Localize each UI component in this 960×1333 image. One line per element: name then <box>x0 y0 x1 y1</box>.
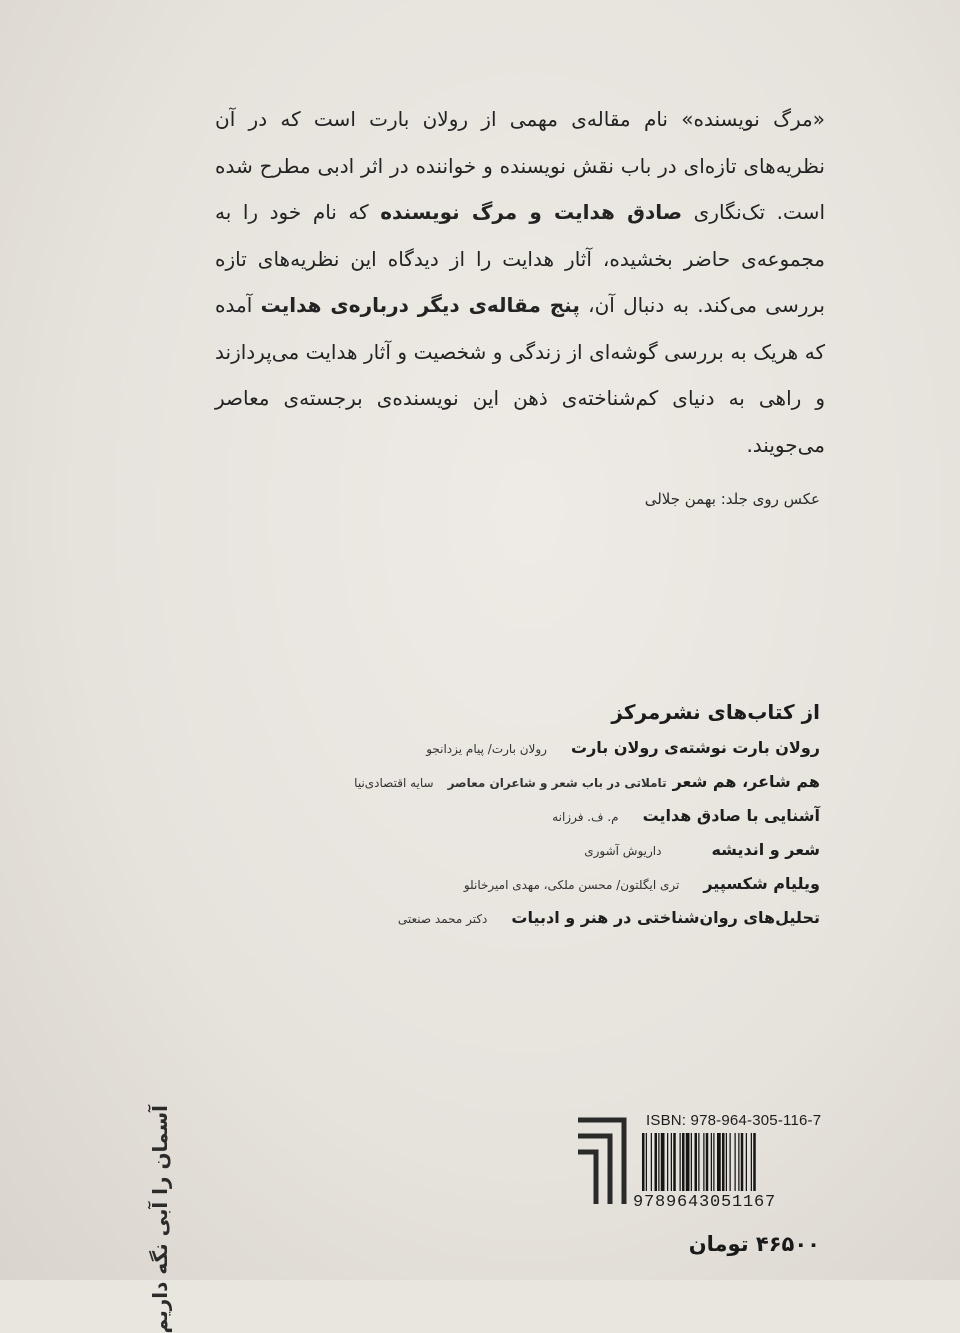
book-author: رولان بارت/ پیام یزدانجو <box>426 742 547 756</box>
barcode-bar <box>738 1133 739 1191</box>
barcode-bar <box>667 1133 668 1191</box>
barcode-bar <box>646 1133 647 1191</box>
book-author: تری ایگلتون/ محسن ملکی، مهدی امیرخانلو <box>463 878 680 892</box>
barcode-bar <box>642 1133 645 1191</box>
barcode-bar <box>680 1133 681 1191</box>
price: ۴۶۵۰۰ تومان <box>688 1232 820 1256</box>
barcode-bar <box>691 1133 692 1191</box>
book-subtitle: تاملاتی در باب شعر و شاعران معاصر <box>447 776 667 790</box>
barcode-bar <box>741 1133 744 1191</box>
book-item <box>360 738 820 772</box>
barcode-bar <box>735 1133 736 1191</box>
barcode-bar <box>703 1133 704 1191</box>
barcode-bar <box>695 1133 698 1191</box>
series-heading: از کتاب‌های نشرمرکز <box>611 700 820 724</box>
book-item <box>360 874 820 908</box>
barcode-bar <box>753 1133 756 1191</box>
book-author: دکتر محمد صنعتی <box>397 912 488 926</box>
barcode-bar <box>686 1133 690 1191</box>
barcode-bar <box>751 1133 752 1191</box>
barcode-bar <box>682 1133 685 1191</box>
barcode-bar <box>698 1133 699 1191</box>
book-author: سایه اقتصادی‌نیا <box>354 776 434 790</box>
nashr-markaz-logo-icon <box>574 1108 632 1210</box>
book-author: داریوش آشوری <box>584 844 662 858</box>
barcode-bar <box>713 1133 714 1191</box>
book-item <box>354 772 820 806</box>
book-item <box>360 806 820 840</box>
blurb-part-2: که نام خود را به مجموعه‌ی حاضر بخشیده، آثار هدایت را از دیدگاه این نظریه‌های تازه بررسی می‌کند. به دنبال آن، <box>215 200 825 317</box>
book-title: تحلیل‌های روان‌شناختی در هنر و ادبیات <box>511 908 820 927</box>
barcode-icon <box>640 1133 820 1191</box>
blurb-text <box>215 96 825 468</box>
blurb-bold-1: صادق هدایت و مرگ نویسنده <box>380 200 683 224</box>
photo-credit: عکس روی جلد: بهمن جلالی <box>644 490 820 508</box>
barcode-bar <box>717 1133 721 1191</box>
book-title: آشنایی با صادق هدایت <box>642 806 820 825</box>
vertical-slogan: آسمان را آبی نگه داریم <box>148 1105 172 1333</box>
book-list <box>354 738 820 942</box>
blurb-paragraph <box>215 96 825 468</box>
book-title: ویلیام شکسپیر <box>703 874 820 893</box>
barcode-bar <box>651 1133 652 1191</box>
book-title: شعر و اندیشه <box>711 840 820 859</box>
book-author: م. ف. فرزانه <box>552 810 619 824</box>
barcode-bar <box>746 1133 747 1191</box>
barcode-bar <box>706 1133 709 1191</box>
blurb-part-3: آمده که هریک به بررسی گوشه‌ای از زندگی و شخصیت و آثار هدایت می‌پردازند و راهی به دنیای کم‌شناخته‌ی ذهن این نویسنده‌ی برجسته‌ی معاصر می‌جویند. <box>215 293 825 457</box>
book-item <box>360 908 820 942</box>
barcode-bar <box>655 1133 658 1191</box>
barcode-bar <box>671 1133 672 1191</box>
barcode-number: 9789643051167 <box>633 1193 777 1212</box>
barcode-bar <box>673 1133 676 1191</box>
barcode-bar <box>730 1133 731 1191</box>
barcode-bar <box>658 1133 659 1191</box>
barcode-bar <box>661 1133 665 1191</box>
barcode-bar <box>711 1133 712 1191</box>
book-item <box>360 840 820 874</box>
book-title: رولان بارت نوشته‌ی رولان بارت <box>570 738 820 757</box>
barcode-bar <box>726 1133 727 1191</box>
blurb-part-1: «مرگ نویسنده» نام مقاله‌ی مهمی از رولان بارت است که در آن نظریه‌های تازه‌ای در باب نقش نویسنده و خواننده در اثر ادبی مطرح شده است. تک‌نگاری <box>215 107 825 224</box>
barcode-bar <box>722 1133 725 1191</box>
blurb-bold-2: پنج مقاله‌ی دیگر درباره‌ی هدایت <box>260 293 580 317</box>
isbn: ISBN: 978-964-305-116-7 <box>646 1112 822 1129</box>
book-title: هم شاعر، هم شعر <box>672 772 820 791</box>
